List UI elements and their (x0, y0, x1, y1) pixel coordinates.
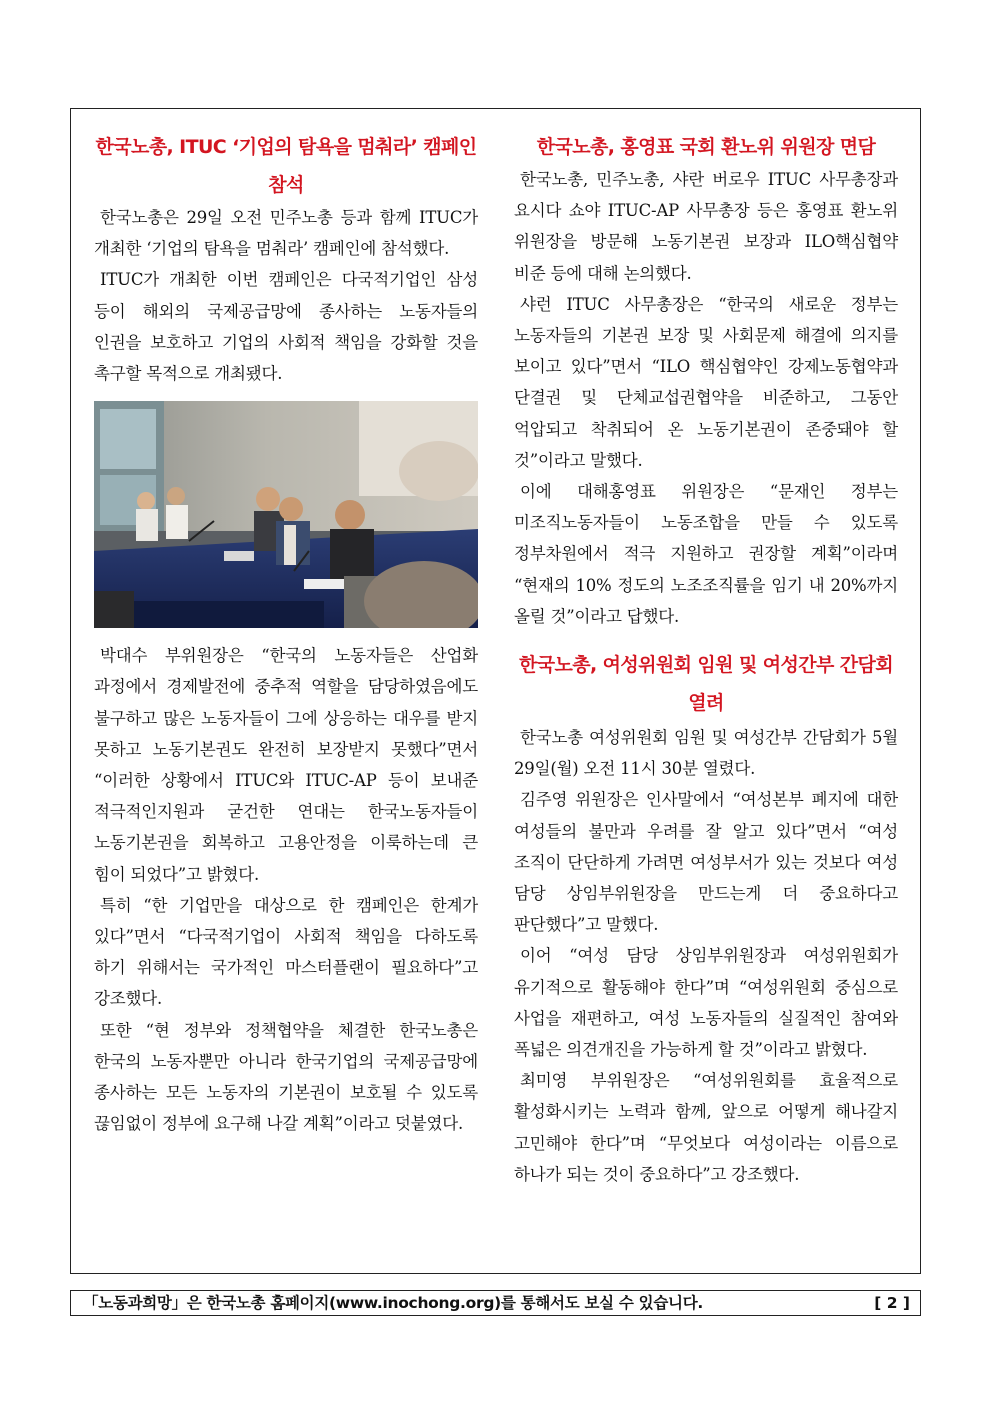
paragraph: ITUC가 개최한 이번 캠페인은 다국적기업인 삼성 등이 해외의 국제공급망에 종사하는 노동자들의 인권을 보호하고 기업의 사회적 책임을 강화할 것을 촉구할 목적으로 개최됐다. (94, 270, 478, 384)
footer-text: 「노동과희망」은 한국노총 홈페이지(www.inochong.org)를 통해서도 보실 수 있습니다. (83, 1294, 703, 1312)
paragraph: 특히 “한 기업만을 대상으로 한 캠페인은 한계가 있다”면서 “다국적기업이 사회적 책임을 다하도록 하기 위해서는 국가적인 마스터플랜이 필요하다”고 강조했다. (94, 895, 478, 1009)
paragraph: 이어 “여성 담당 상임부위원장과 여성위원회가 유기적으로 활동해야 한다”며 “여성위원회 중심으로 사업을 재편하고, 여성 노동자들의 실질적인 참여와 폭넓은 의견개진을 가능하게 할 것”이라고 밝혔다. (514, 946, 898, 1060)
paragraph: 또한 “현 정부와 정책협약을 체결한 한국노총은 한국의 노동자뿐만 아니라 한국기업의 국제공급망에 종사하는 모든 노동자의 기본권이 보호될 수 있도록 끊임없이 정부에 요구해 나갈 계획”이라고 덧붙였다. (94, 1020, 478, 1134)
article-title-women-committee: 한국노총, 여성위원회 임원 및 여성간부 간담회 열려 (518, 654, 894, 715)
press-conference-photo (94, 401, 478, 628)
paragraph: 한국노총 여성위원회 임원 및 여성간부 간담회가 5월 29일(월) 오전 11시 30분 열렸다. (514, 728, 898, 779)
paragraph: 박대수 부위원장은 “한국의 노동자들은 산업화 과정에서 경제발전에 중추적 역할을 담당하였음에도 불구하고 많은 노동자들이 그에 상응하는 대우를 받지 못하고 노동기본권도 완전히 보장받지 못했다”면서 “이러한 상황에서 ITUC와 ITUC-AP 등이 보내준 적극적인지원과 굳건한 연대는 한국노동자들이 노동기본권을 회복하고 고용안정을 이룩하는데 큰 힘이 되었다”고 밝혔다. (94, 646, 478, 884)
paragraph: 김주영 위원장은 인사말에서 “여성본부 폐지에 대한 여성들의 불만과 우려를 잘 알고 있다”면서 “여성 조직이 단단하게 가려면 여성부서가 있는 것보다 여성 담당 상임부위원장을 만드는게 더 중요하다고 판단했다”고 말했다. (514, 790, 898, 935)
page-number: [ 2 ] (874, 1294, 910, 1312)
right-column (514, 128, 898, 1190)
paragraph: 한국노총, 민주노총, 샤란 버로우 ITUC 사무총장과 요시다 쇼야 ITUC-AP 사무총장 등은 홍영표 환노위 위원장을 방문해 노동기본권 보장과 ILO핵심협약 비준 등에 대해 논의했다. (514, 170, 898, 283)
paragraph: 최미영 부위원장은 “여성위원회를 효율적으로 활성화시키는 노력과 함께, 앞으로 어떻게 해나갈지 고민해야 한다”며 “무엇보다 여성이라는 이름으로 하나가 되는 것이 중요하다”고 강조했다. (514, 1071, 898, 1184)
paragraph: 이에 대해홍영표 위원장은 “문재인 정부는 미조직노동자들이 노동조합을 만들 수 있도록 정부차원에서 적극 지원하고 권장할 계획”이라며 “현재의 10% 정도의 노조조직률을 임기 내 20%까지 올릴 것”이라고 답했다. (514, 482, 898, 626)
article-title-hong-meeting: 한국노총, 홍영표 국회 환노위 위원장 면담 (536, 136, 876, 158)
photo-illustration (94, 401, 478, 628)
article-title-itu-campaign: 한국노총, ITUC ‘기업의 탐욕을 멈춰라’ 캠페인 참석 (95, 136, 477, 196)
left-column (94, 128, 478, 1139)
paragraph: 샤런 ITUC 사무총장은 “한국의 새로운 정부는 노동자들의 기본권 보장 및 사회문제 해결에 의지를 보이고 있다”면서 “ILO 핵심협약인 강제노동협약과 단결권 및 단체교섭권협약을 비준하고, 그동안 억압되고 착취되어 온 노동기본권이 존중돼야 할 것”이라고 말했다. (514, 294, 898, 470)
paragraph: 한국노총은 29일 오전 민주노총 등과 함께 ITUC가 개최한 ‘기업의 탐욕을 멈춰라’ 캠페인에 참석했다. (94, 208, 478, 259)
page-footer (70, 1290, 921, 1316)
